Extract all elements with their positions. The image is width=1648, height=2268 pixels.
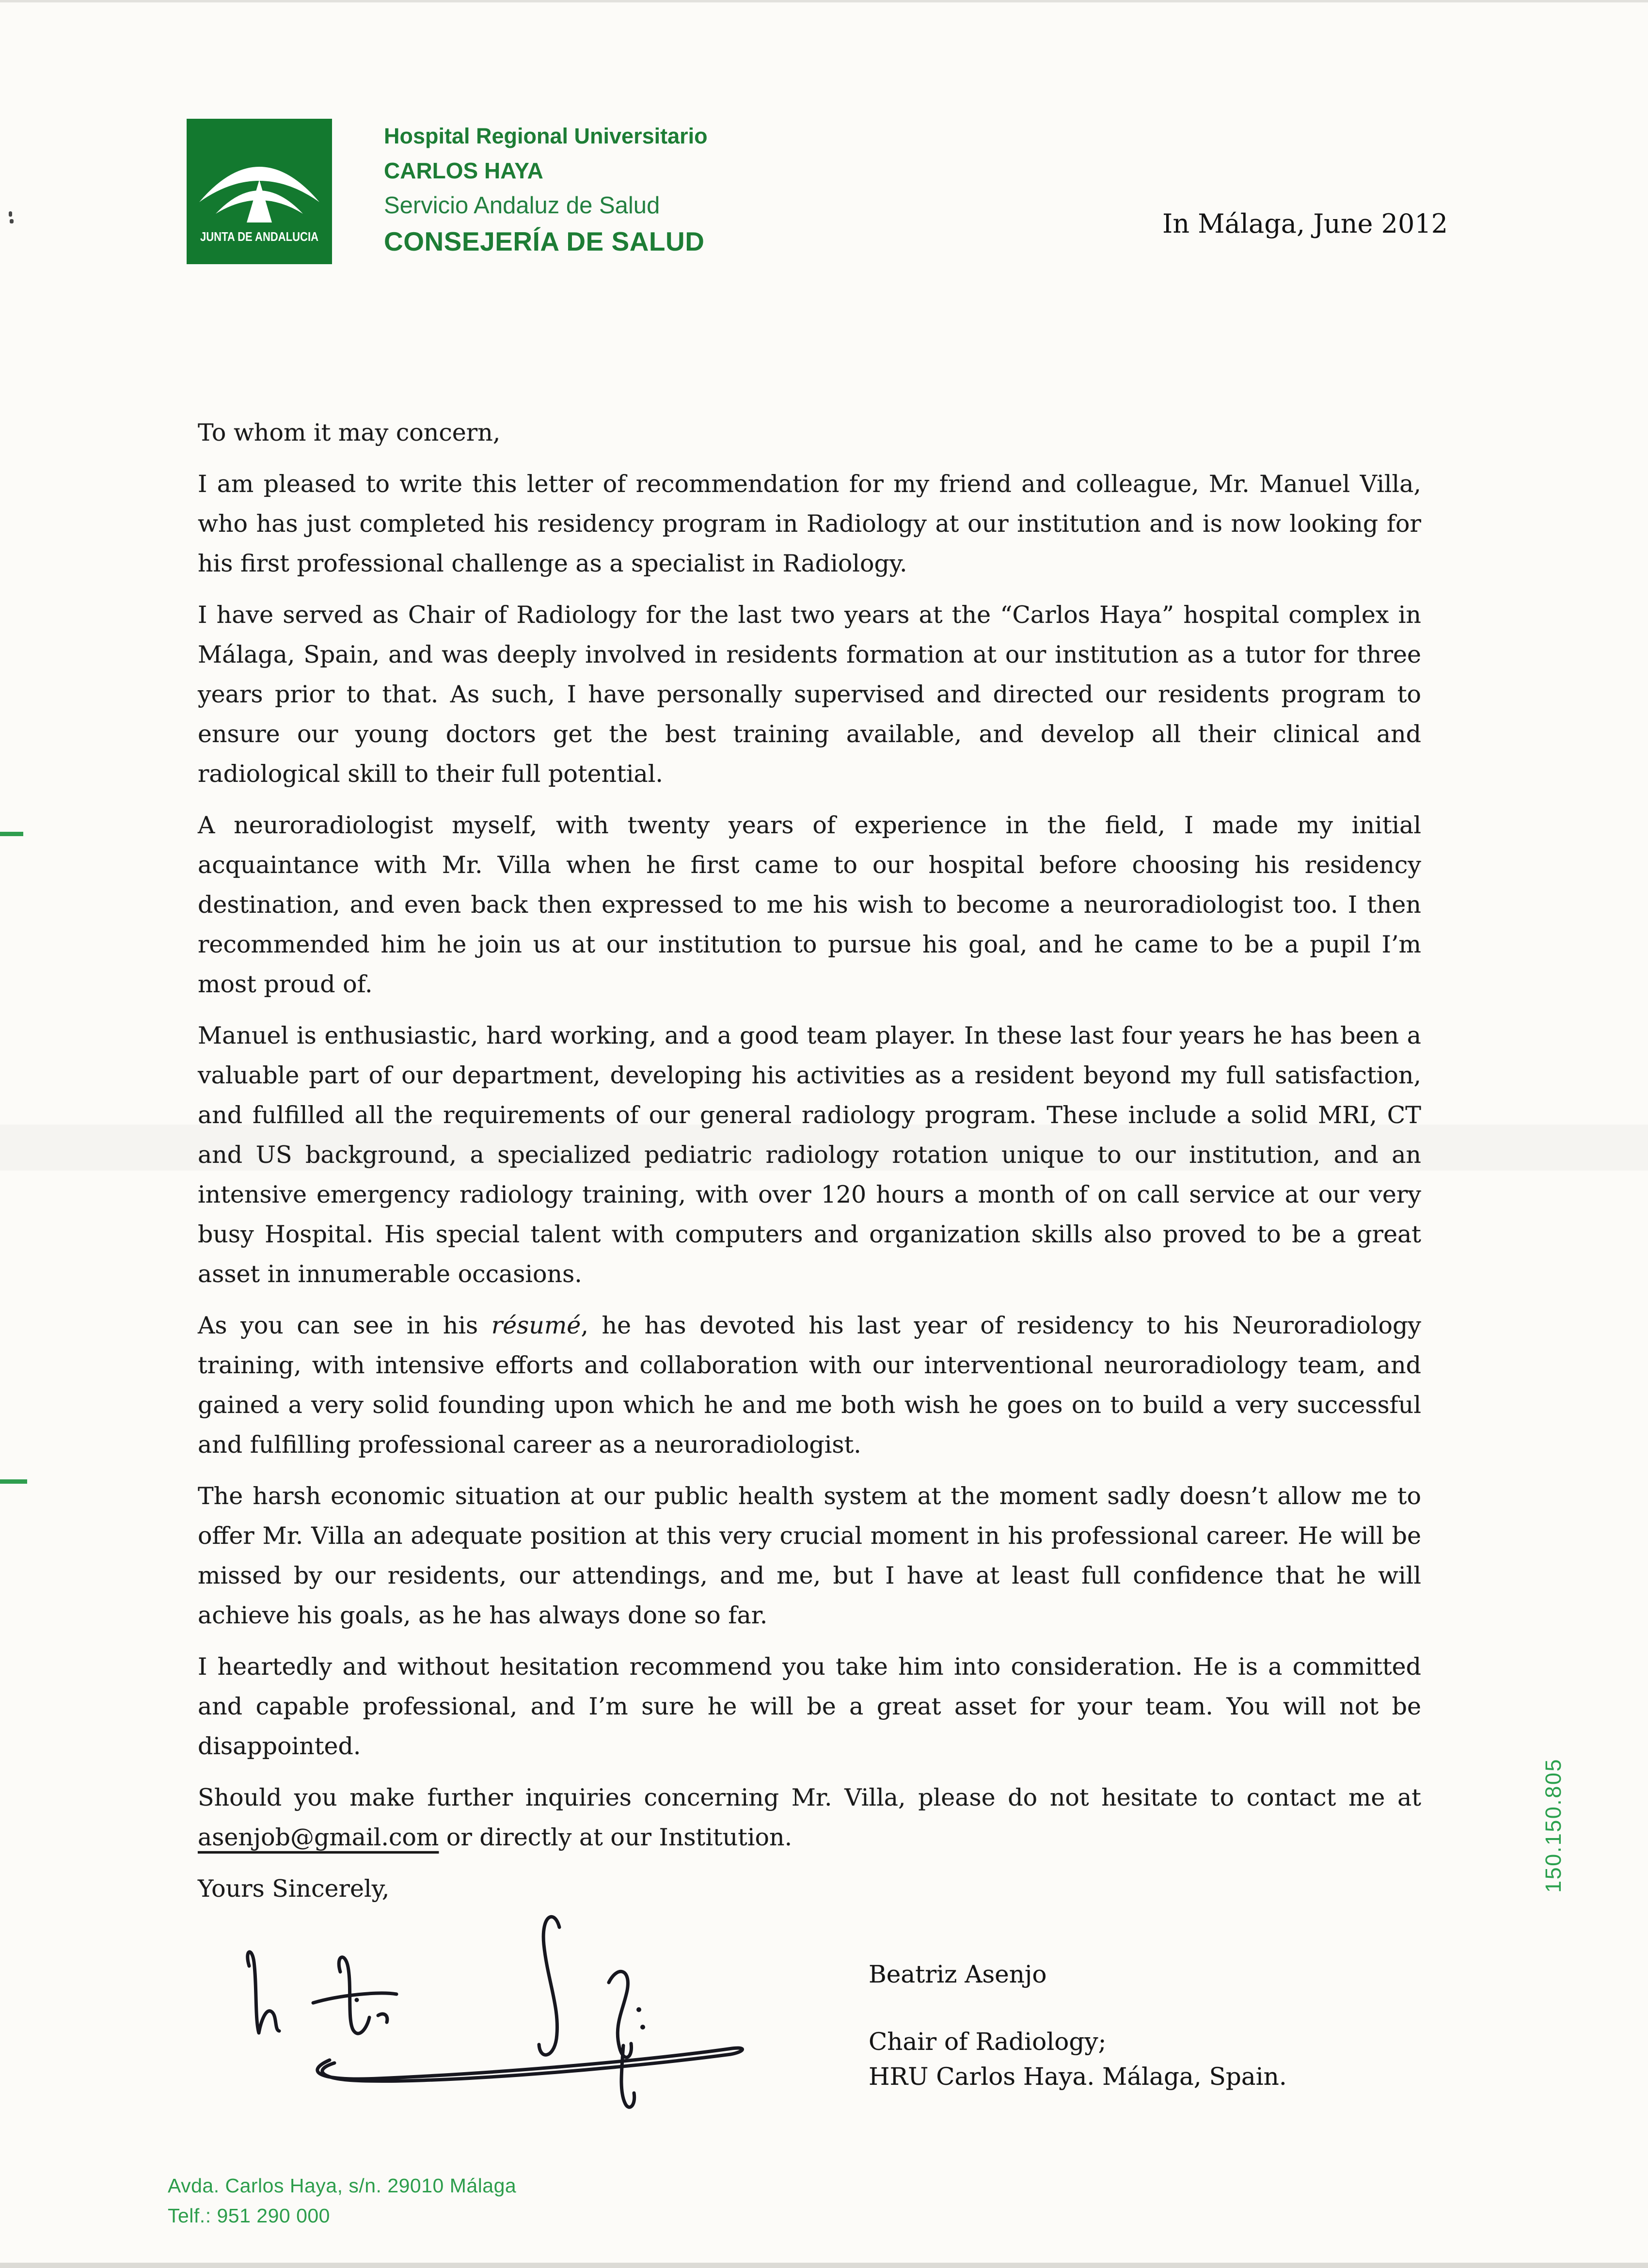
signatory-title-line-1: Chair of Radiology; xyxy=(869,2028,1107,2056)
paragraph-4: Manuel is enthusiastic, hard working, and a good team player. In these last four years he has been a valuable part of our department, developing his activities as a resident beyond my full satisfaction, and fulfilled all the requirements of our general radiology program. These include a solid MRI, CT and US background, a specialized pediatric radiology rotation unique to our institution, and an intensive emergency radiology training, with over 120 hours a month of on call service at our very busy Hospital. His special talent with computers and organization skills also proved to be a great asset in innumerable occasions. xyxy=(198,1022,1421,1288)
signature-handwriting xyxy=(218,1900,761,2123)
signatory-name: Beatriz Asenjo xyxy=(869,1960,1047,1988)
footer-contact-block xyxy=(168,2171,516,2231)
closing: Yours Sincerely, xyxy=(198,1875,390,1903)
signatory-title-line-2: HRU Carlos Haya. Málaga, Spain. xyxy=(869,2062,1287,2091)
scan-mark-dash xyxy=(0,832,23,836)
scan-mark-dash xyxy=(0,1479,27,1484)
letterhead-org-block xyxy=(384,119,708,260)
org-name-line-1: Hospital Regional Universitario xyxy=(384,124,708,148)
scan-edge-top xyxy=(0,0,1648,2)
junta-de-andalucia-logo-icon xyxy=(187,119,332,264)
salutation: To whom it may concern, xyxy=(198,419,501,446)
scan-speck xyxy=(10,219,14,223)
paragraph-1: I am pleased to write this letter of recommendation for my friend and colleague, Mr. Manuel Villa, who has just completed his residency program in Radiology at our institution and is now looking for his first professional challenge as a specialist in Radiology. xyxy=(198,470,1421,577)
logo-caption: JUNTA DE ANDALUCIA xyxy=(200,229,319,244)
paragraph-6: The harsh economic situation at our public health system at the moment sadly doesn’t allow me to offer Mr. Villa an adequate position at this very crucial moment in his professional career. He will be missed by our residents, our attendings, and me, but I have at least full confidence that he will achieve his goals, as he has always done so far. xyxy=(198,1482,1421,1629)
footer-phone: Telf.: 951 290 000 xyxy=(168,2205,330,2227)
paragraph-5-text-cont: , he has devoted his last year of residency to his Neuroradiology training, with intensive efforts and collaboration with our interventional neuroradiology team, and gained a very solid founding upon which he and me both wish he goes on to build a very successful and fulfilling professional career as a neuroradiologist. xyxy=(198,1312,1421,1459)
paragraph-2: I have served as Chair of Radiology for the last two years at the “Carlos Haya” hospital complex in Málaga, Spain, and was deeply involved in residents formation at our institution as a tutor for three years prior to that. As such, I have personally supervised and directed our residents program to ensure our young doctors get the best training available, and develop all their clinical and radiological skill to their full potential. xyxy=(198,601,1421,788)
paragraph-5 xyxy=(198,1306,1421,1465)
scan-edge-bottom xyxy=(0,2263,1648,2268)
junta-de-andalucia-logo xyxy=(187,119,332,264)
org-name-line-3: Servicio Andaluz de Salud xyxy=(384,192,660,219)
paragraph-7: I heartedly and without hesitation recommend you take him into consideration. He is a committed and capable professional, and I’m sure he will be a great asset for your team. You will not be disappointed. xyxy=(198,1653,1421,1760)
paragraph-8 xyxy=(198,1778,1421,1857)
signatory-block xyxy=(869,1960,1287,2094)
org-name-line-4: CONSEJERÍA DE SALUD xyxy=(384,226,705,256)
side-reference-code: 150.150.805 xyxy=(1541,1758,1566,1893)
paragraph-8-text-cont: or directly at our Institution. xyxy=(439,1824,792,1851)
paragraph-5-text: As you can see in his xyxy=(198,1312,491,1339)
org-name-line-2: CARLOS HAYA xyxy=(384,158,543,183)
paragraph-8-text: Should you make further inquiries concerning Mr. Villa, please do not hesitate to contact me at xyxy=(198,1784,1421,1811)
resume-italic: résumé xyxy=(491,1312,581,1339)
letter-dateline: In Málaga, June 2012 xyxy=(1162,208,1448,239)
contact-email: asenjob@gmail.com xyxy=(198,1824,439,1851)
scan-speck xyxy=(9,211,12,217)
paragraph-3: A neuroradiologist myself, with twenty years of experience in the field, I made my initial acquaintance with Mr. Villa when he first came to our hospital before choosing his residency destination, and even back then expressed to me his wish to become a neuroradiologist too. I then recommended him he join us at our institution to pursue his goal, and he came to be a pupil I’m most proud of. xyxy=(198,811,1421,998)
footer-address: Avda. Carlos Haya, s/n. 29010 Málaga xyxy=(168,2174,517,2197)
letter-body xyxy=(198,413,1421,1920)
